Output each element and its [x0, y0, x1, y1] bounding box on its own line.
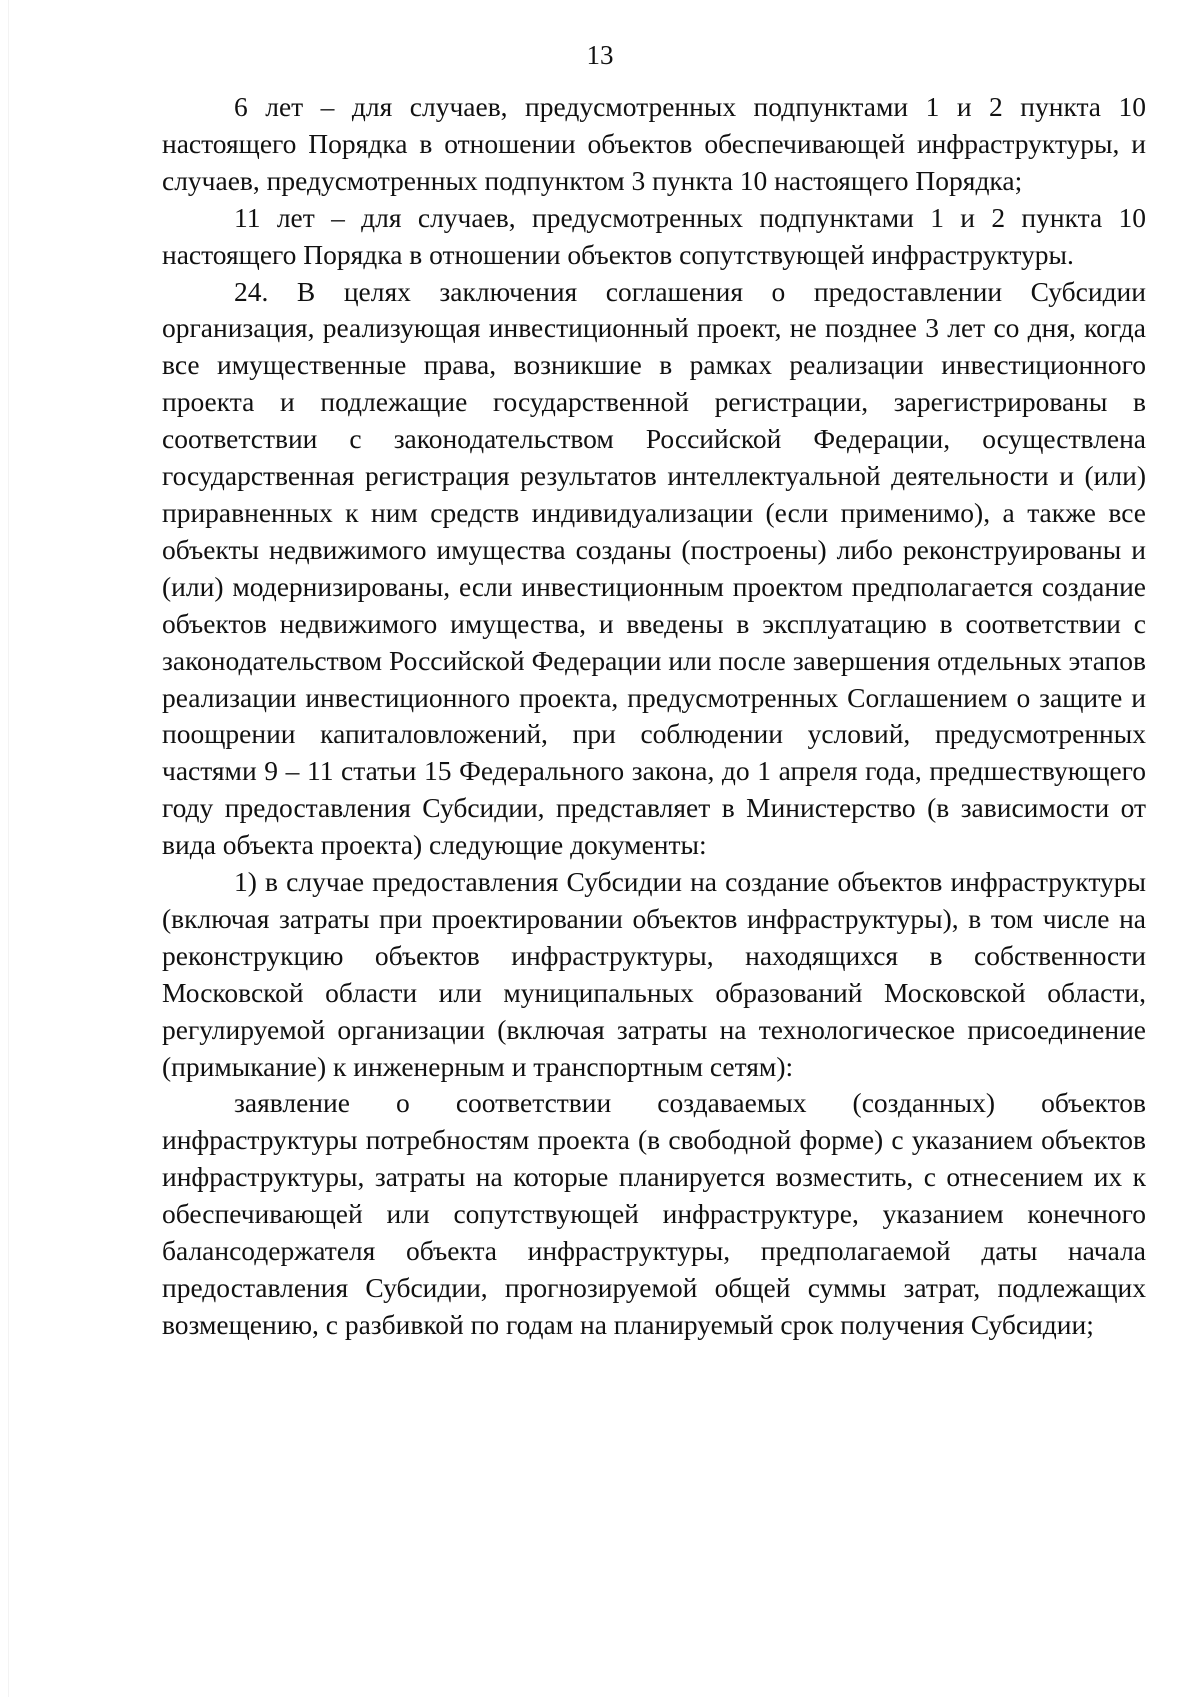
paragraph-6-years: 6 лет – для случаев, предусмотренных подпунктами 1 и 2 пункта 10 настоящего Порядка в отношении объектов обеспечивающей инфраструктуры, и случаев, предусмотренных подпунктом 3 пункта 10 настоящего Порядка; — [162, 91, 1146, 196]
paragraph-11-years: 11 лет – для случаев, предусмотренных подпунктами 1 и 2 пункта 10 настоящего Порядка в отношении объектов сопутствующей инфраструктуры. — [162, 201, 1146, 270]
scan-edge-line — [8, 0, 9, 1697]
paragraph-subitem-1: 1) в случае предоставления Субсидии на создание объектов инфраструктуры (включая затраты при проектировании объектов инфраструктуры), в том числе на реконструкцию объектов инфраструктуры, находящихся в собственности Московской области или муниципальных образований Московской области, регулируемой организации (включая затраты на технологическое присоединение (примыкание) к инженерным и транспортным сетям): — [162, 866, 1146, 1082]
paragraph-item-24: 24. В целях заключения соглашения о предоставлении Субсидии организация, реализующая инвестиционный проект, не позднее 3 лет со дня, когда все имущественные права, возникшие в рамках реализации инвестиционного проекта и подлежащие государственной регистрации, зарегистрированы в соответствии с законодательством Российской Федерации, осуществлена государственная регистрация результатов интеллектуальной деятельности и (или) приравненных к ним средств индивидуализации (если применимо), а также все объекты недвижимого имущества созданы (построены) либо реконструированы и (или) модернизированы, если инвестиционным проектом предполагается создание объектов недвижимого имущества, и введены в эксплуатацию в соответствии с законодательством Российской Федерации или после завершения отдельных этапов реализации инвестиционного проекта, предусмотренных Соглашением о защите и поощрении капиталовложений, при соблюдении условий, предусмотренных частями 9 – 11 статьи 15 Федерального закона, до 1 апреля года, предшествующего году предоставления Субсидии, представляет в Министерство (в зависимости от вида объекта проекта) следующие документы: — [162, 275, 1146, 861]
page-number: 13 — [586, 40, 614, 70]
document-body — [162, 89, 1146, 1344]
paragraph-application: заявление о соответствии создаваемых (созданных) объектов инфраструктуры потребностям проекта (в свободной форме) с указанием объектов инфраструктуры, затраты на которые планируется возместить, с отнесением их к обеспечивающей или сопутствующей инфраструктуре, указанием конечного балансодержателя объекта инфраструктуры, предполагаемой даты начала предоставления Субсидии, прогнозируемой общей суммы затрат, подлежащих возмещению, с разбивкой по годам на планируемый срок получения Субсидии; — [162, 1087, 1146, 1340]
